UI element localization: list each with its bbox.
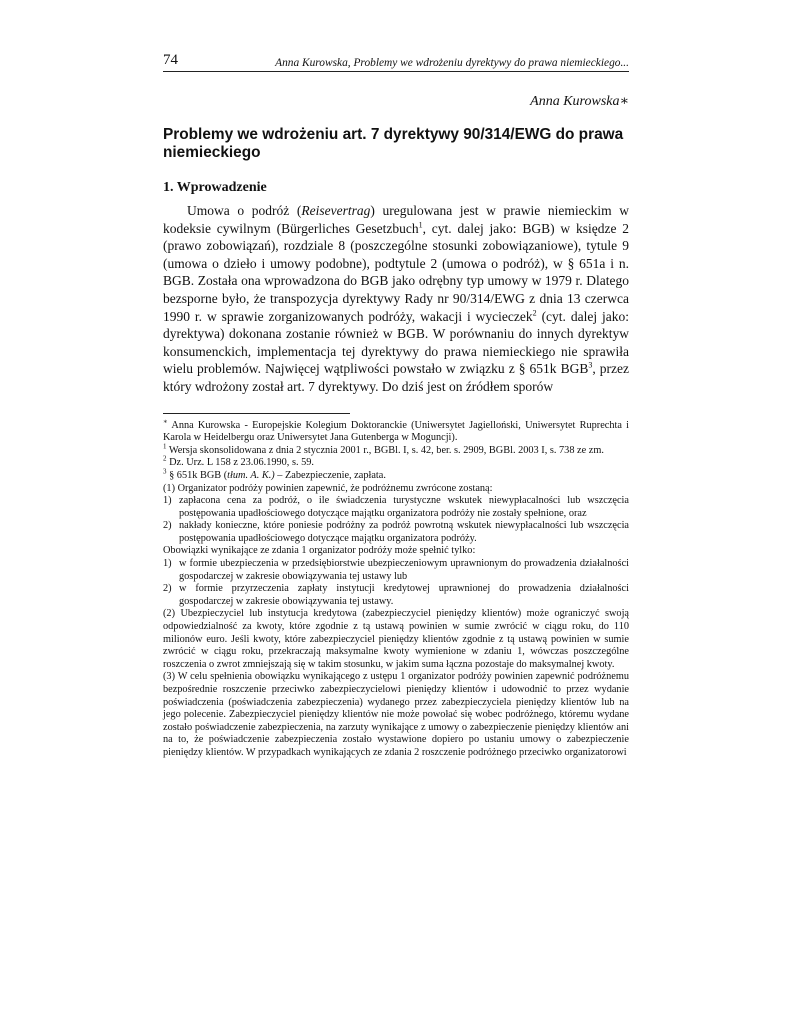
list-text: nakłady konieczne, które poniesie podróżny za podróż powrotną wskutek niewypłacalności lub wszczęcia postępowania upadłościowego dotyczące majątku organizatora podróży. bbox=[179, 520, 629, 544]
body-text-part: , cyt. dalej jako: BGB) w księdze 2 (prawo zobowiązań), rozdziale 8 (poszczególne stosunki zobowiązaniowe), tytule 9 (umowa o dzieło i umowy podobne), podtytule 2 (umowa o podróż), w § 651a i n. BGB. Została ona wprowadzona do BGB jako odrębny typ umowy w 1979 r. Dlatego bezsporne było, że transpozycja dyrektywy Rady nr 90/314/EWG z dnia 13 czerwca 1990 r. w sprawie zorganizowanych podróży, wakacji i wycieczek bbox=[163, 220, 629, 324]
running-head: Anna Kurowska, Problemy we wdrożeniu dyrektywy do prawa niemieckiego... bbox=[275, 57, 629, 69]
list-text: w formie ubezpieczenia w przedsiębiorstwie ubezpieczeniowym uprawnionym do prowadzenia działalności gospodarczej w zakresie obowiązywania tej ustawy lub bbox=[179, 558, 629, 582]
page bbox=[163, 52, 629, 760]
footnote-ref[interactable]: 1 bbox=[418, 220, 423, 230]
statute-list-item bbox=[163, 558, 629, 583]
statute-list-item bbox=[163, 583, 629, 608]
footnote-text: Anna Kurowska - Europejskie Kolegium Doktoranckie (Uniwersytet Jagielloński, Uniwersytet Ruprechta i Karola w Heidelbergu oraz Uniwersytet Jana Gutenberga w Moguncji). bbox=[163, 419, 629, 444]
author-mark: ∗ bbox=[619, 94, 629, 109]
footnote-1 bbox=[163, 442, 629, 458]
statute-list-item bbox=[163, 495, 629, 520]
author-name bbox=[163, 93, 629, 110]
list-number: 2) bbox=[163, 520, 172, 532]
footnote-text: Dz. Urz. L 158 z 23.06.1990, s. 59. bbox=[166, 457, 314, 469]
footnote-text: Wersja skonsolidowana z dnia 2 stycznia 2001 r., BGBl. I, s. 42, ber. s. 2909, BGBl. 2003 I, s. 738 ze zm. bbox=[166, 444, 604, 456]
footnote-author bbox=[163, 417, 629, 445]
body-paragraph bbox=[163, 202, 629, 396]
footnote-text: § 651k BGB ( bbox=[166, 469, 228, 481]
section-heading: 1. Wprowadzenie bbox=[163, 180, 267, 195]
body-text-part: ) uregulowana jest w prawie niemieckim w kodeksie cywilnym (Bürgerliches Gesetzbuch bbox=[163, 203, 630, 236]
footnote-ref[interactable]: 3 bbox=[588, 360, 593, 370]
body-text-part: Umowa o podróż ( bbox=[187, 203, 302, 218]
list-number: 1) bbox=[163, 558, 172, 570]
footnotes bbox=[163, 417, 629, 760]
footnote-separator bbox=[163, 413, 350, 414]
author-text: Anna Kurowska bbox=[530, 94, 620, 109]
statute-list-item bbox=[163, 520, 629, 545]
article-title: Problemy we wdrożeniu art. 7 dyrektywy 90/314/EWG do prawa niemieckiego bbox=[163, 126, 624, 161]
list-number: 2) bbox=[163, 583, 172, 595]
footnote-mark: 3 bbox=[163, 467, 167, 476]
list-text: zapłacona cena za podróż, o ile świadczenia turystyczne wskutek niewypłacalności lub wszczęcia postępowania upadłościowego dotyczące majątku organizatora podróży nie zostały spełnione, oraz bbox=[179, 495, 629, 519]
statute-paragraph-1-intro: (1) Organizator podróży powinien zapewnić, że podróżnemu zwrócone zostaną: bbox=[163, 482, 493, 494]
statute-paragraph-3: (3) W celu spełnienia obowiązku wynikającego z ustępu 1 organizator podróży powinien zapewnić podróżnemu bezpośrednie roszczenie przeciwko zabezpieczycielowi pieniędzy klientów i udowodnić to przez wydanie poświadczenia (poświadczenia zabezpieczenia) wydanego przez zabezpieczyciela pieniędzy klientów lub na jego polecenie. Zabezpieczyciel pieniędzy klientów nie może powołać się wobec podróżnego, któremu wydane zostało poświadczenie zabezpieczenia, na zarzuty wynikające z umowy o zabezpieczenie pieniędzy klientów ani na to, że poświadczenie zabezpieczenia zostało wystawione dopiero po ustaniu umowy o zabezpieczenie pieniędzy klientów. W przypadkach wynikających ze zdania 2 roszczenie podróżnego przeciwko organizatorowi bbox=[163, 671, 629, 758]
footnote-text: – Zabezpieczenie, zapłata. bbox=[274, 469, 386, 481]
footnote-mark: 2 bbox=[163, 454, 167, 463]
statute-paragraph-2: (2) Ubezpieczyciel lub instytucja kredytowa (zabezpieczyciel pieniędzy klientów) może ograniczyć swoją odpowiedzialność za kwoty, które zgodnie z tą ustawą powinien w sumie zwrócić w ciągu roku, do 110 milionów euro. Jeśli kwoty, które zabezpieczyciel pieniędzy klientów zgodnie z tą ustawą powinien w sumie zwrócić w ciągu roku, przekraczają maksymalne kwoty wymienione w zdaniu 1, wówczas poszczególne roszczenia o zwrot zmniejszają się w takim stosunku, w jakim suma łączna pozostaje do maksymalnej kwoty. bbox=[163, 608, 629, 670]
footnote-ref[interactable]: 2 bbox=[532, 308, 537, 318]
page-number: 74 bbox=[163, 52, 178, 68]
list-text: w formie przyrzeczenia zapłaty instytucji kredytowej uprawnionej do prowadzenia działalności gospodarczej w zakresie obowiązywania tej ustawy. bbox=[179, 583, 629, 607]
footnote-2 bbox=[163, 454, 629, 470]
body-text-part: (cyt. dalej jako: dyrektywa) dokonana zostanie również w BGB. W porównaniu do innych dyrektyw konsumenckich, implementacja tej dyrektywy do prawa niemieckiego nie sprawiła wielu problemów. Najwięcej wątpliwości powstało w związku z § 651k BGB bbox=[163, 308, 630, 377]
running-header bbox=[163, 52, 629, 72]
footnote-3 bbox=[163, 467, 629, 483]
body-text-part: , przez który wdrożony został art. 7 dyrektywy. Do dziś jest on źródłem sporów bbox=[163, 361, 629, 394]
footnote-mark: ∗ bbox=[163, 417, 168, 426]
statute-paragraph-1-mid: Obowiązki wynikające ze zdania 1 organizator podróży może spełnić tylko: bbox=[163, 545, 476, 557]
body-italic-term: Reisevertrag bbox=[301, 203, 371, 218]
footnote-mark: 1 bbox=[163, 442, 167, 451]
footnote-italic: tłum. A. K.) bbox=[227, 469, 275, 481]
list-number: 1) bbox=[163, 495, 172, 507]
